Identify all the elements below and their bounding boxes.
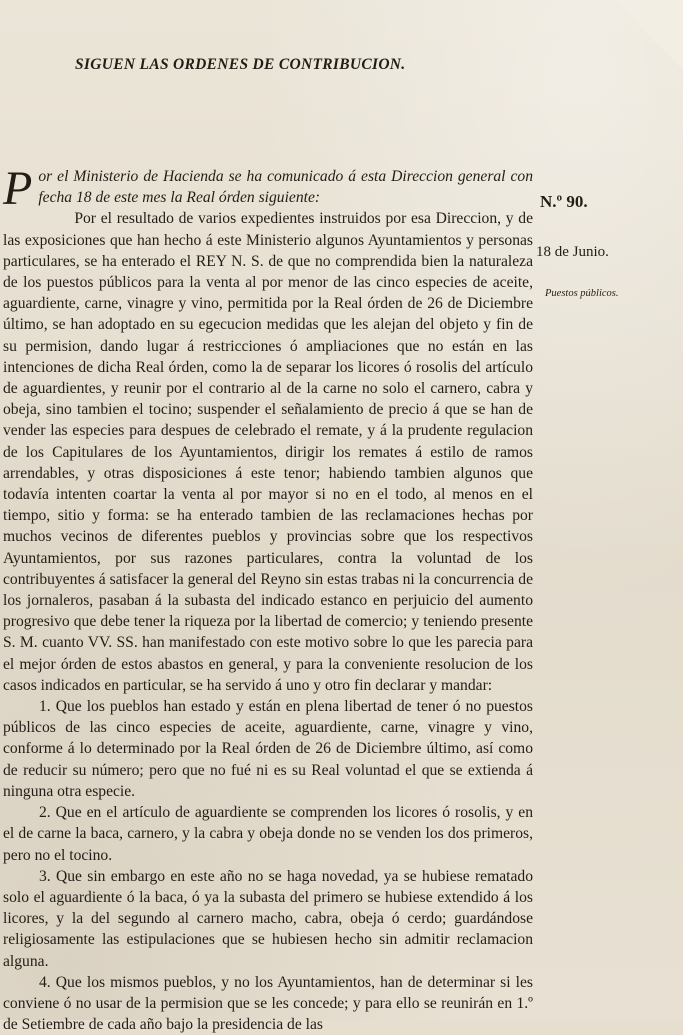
paragraph-article-4: 4. Que los mismos pueblos, y no los Ayuntamientos, han de determinar si les conviene ó no usar de la permision que se les concede; y para ello se reunirán en 1.º de Setiembre de cada año bajo la presidencia de las <box>3 973 533 1034</box>
intro-text: or el Ministerio de Hacienda se ha comunicado á esta Direccion general con fecha 18 de este mes la Real órden siguiente: <box>38 168 533 207</box>
order-number: N.º 90. <box>540 192 588 211</box>
order-topic: Puestos públicos. <box>545 288 619 299</box>
order-date: 18 de Junio. <box>536 244 609 260</box>
document-body <box>3 162 533 1035</box>
page-header-title: SIGUEN LAS ORDENES DE CONTRIBUCION. <box>75 56 406 73</box>
page-corner-fold <box>613 0 683 70</box>
paragraph-article-2: 2. Que en el artículo de aguardiente se comprenden los licores ó rosolis, y en el de carne la baca, carnero, y la cabra y obeja donde no se venden los dos primeros, pero no el tocino. <box>3 804 533 864</box>
paragraph-preamble: Por el resultado de varios expedientes instruidos por esa Direccion, y de las exposiciones que han hecho á este Ministerio algunos Ayuntamientos y personas particulares, se ha enterado el REY N. S. de que no comprendida bien la naturaleza de los puestos públicos para la venta al por menor de las cinco especies de aceite, aguardiente, carne, vinagre y vino, permitida por la Real órden de 26 de Diciembre último, se han adoptado en su egecucion medidas que les alejan del objeto y fin de su permision, dando lugar á restricciones ó ampliaciones que no están en las intenciones de dicha Real órden, como la de separar los licores ó rosolis del artículo de aguardientes, y reunir por el contrario al de la carne no solo el carnero, cabra y obeja, sino tambien el tocino; suspender el señalamiento de precio á que se han de vender las especies para despues de celebrado el remate, y á la prudente regulacion de los Capitulares de los Ayuntamientos, dirigir los remates á estilo de ramos arrendables, y otras disposiciones á este tenor; habiendo tambien algunos que todavía intenten coartar la venta al por mayor si no en el todo, al menos en el tiempo, sitio y forma: se ha enterado tambien de las reclamaciones hechas por muchos vecinos de diferentes pueblos y provincias sobre que los respectivos Ayuntamientos, por sus razones particulares, contra la voluntad de los contribuyentes á satisfacer la general del Reyno sin estas trabas ni la concurrencia de los jornaleros, pasaban á la subasta del indicado estanco en perjuicio del aumento progresivo que debe tener la riqueza por la libertad de comercio; y teniendo presente S. M. cuanto VV. SS. han manifestado con este motivo sobre lo que les parecia para el mejor órden de estos abastos en general, y para la conveniente resolucion de los casos indicados en particular, se ha servido á uno y otro fin declarar y mandar: <box>3 210 533 694</box>
paragraph-article-3: 3. Que sin embargo en este año no se haga novedad, ya se hubiese rematado solo el aguardiente ó la baca, ó ya la subasta del primero se hubiese extendido á los licores, y la del segundo al carnero macho, cabra, obeja ó cerdo; guardándose religiosamente las estipulaciones que se hubiesen hecho sin admitir reclamacion alguna. <box>3 867 533 970</box>
drop-cap: P <box>3 162 33 215</box>
intro-paragraph <box>3 162 533 215</box>
paragraph-article-1: 1. Que los pueblos han estado y están en plena libertad de tener ó no puestos públicos de las cinco especies de aceite, aguardiente, carne, vinagre y vino, conforme á lo determinado por la Real órden de 26 de Diciembre último, así como de reducir su número; pero que no fué ni es su Real voluntad el que se extienda á ninguna otra especie. <box>3 698 533 800</box>
